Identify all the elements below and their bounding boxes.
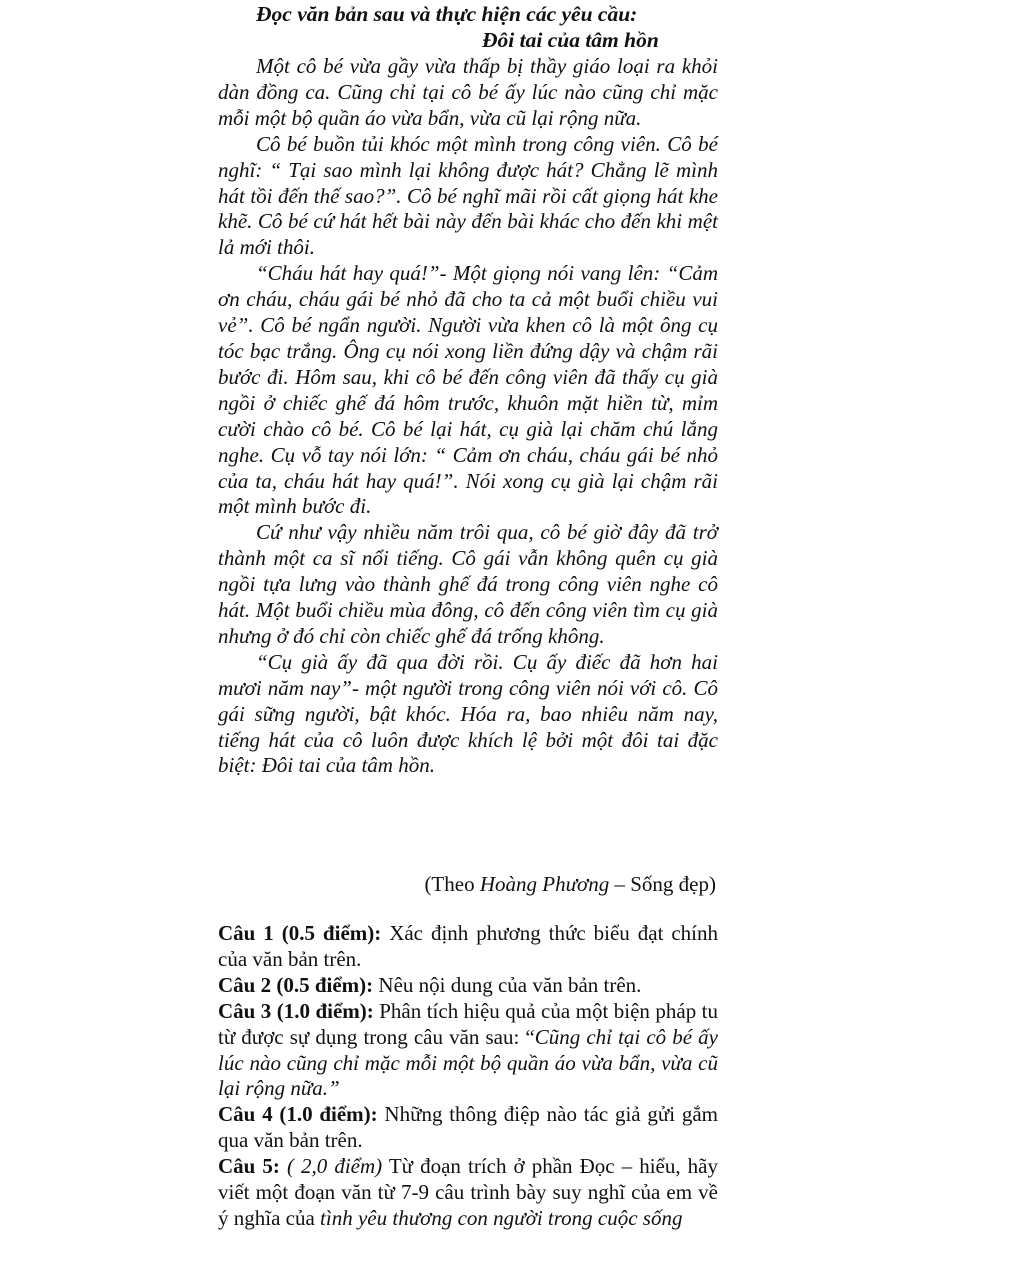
story-title: Đôi tai của tâm hồn xyxy=(482,28,659,52)
question-label: Câu 5: xyxy=(218,1154,280,1179)
source-author: Hoàng Phương xyxy=(479,872,610,896)
question-topic: tình yêu thương con người trong cuộc sống xyxy=(320,1205,683,1230)
question-label: Câu 2 (0.5 điểm): xyxy=(218,972,374,997)
question-score: ( 2,0 điểm) xyxy=(279,1154,383,1179)
question-text: Từ đoạn trích ở phần Đọc – hiểu, hãy viết một đoạn văn từ 7-9 câu trình bày suy nghĩ của em về ý nghĩa của xyxy=(218,1154,718,1230)
source-suffix: – Sống đẹp) xyxy=(609,872,716,896)
question-label: Câu 4 (1.0 điểm): xyxy=(218,1102,378,1127)
question-2 xyxy=(218,973,718,999)
instruction-heading: Đọc văn bản sau và thực hiện các yêu cầu: xyxy=(256,2,638,26)
source-prefix: (Theo xyxy=(424,872,480,896)
story-paragraph: “Cháu hát hay quá!”- Một giọng nói vang lên: “Cảm ơn cháu, cháu gái bé nhỏ đã cho ta cả một buổi chiều vui vẻ”. Cô bé ngẩn người. Người vừa khen cô là một ông cụ tóc bạc trắng. Ông cụ nói xong liền đứng dậy và chậm rãi bước đi. Hôm sau, khi cô bé đến công viên đã thấy cụ già ngồi ở chiếc ghế đá hôm trước, khuôn mặt hiền từ, mỉm cười chào cô bé. Cô bé lại hát, cụ già lại chăm chú lắng nghe. Cụ vỗ tay nói lớn: “ Cảm ơn cháu, cháu gái bé nhỏ của ta, cháu hát hay quá!”. Nói xong cụ già lại chậm rãi một mình bước đi. xyxy=(218,261,718,519)
source-citation xyxy=(424,872,716,897)
question-text: Phân tích hiệu quả của một biện pháp tu từ được sự dụng trong câu văn sau: “ xyxy=(218,998,718,1049)
question-text: Xác định phương thức biểu đạt chính của văn bản trên. xyxy=(218,921,718,971)
question-1 xyxy=(218,921,718,973)
question-3 xyxy=(218,999,718,1103)
question-list xyxy=(218,921,718,1232)
story-paragraph: Cô bé buồn tủi khóc một mình trong công viên. Cô bé nghĩ: “ Tại sao mình lại không được hát? Chẳng lẽ mình hát tồi đến thế sao?”. Cô bé nghĩ mãi rồi cất giọng hát khe khẽ. Cô bé cứ hát hết bài này đến bài khác cho đến khi mệt lả mới thôi. xyxy=(218,131,718,260)
question-label: Câu 1 (0.5 điểm): xyxy=(218,921,382,945)
question-text: Nêu nội dung của văn bản trên. xyxy=(373,972,642,997)
story-text xyxy=(218,54,718,779)
question-label: Câu 3 (1.0 điểm): xyxy=(218,998,374,1023)
question-text: Những thông điệp nào tác giả gửi gắm qua văn bản trên. xyxy=(218,1102,718,1153)
story-paragraph: Cứ như vậy nhiều năm trôi qua, cô bé giờ đây đã trở thành một ca sĩ nổi tiếng. Cô gái vẫn không quên cụ già ngồi tựa lưng vào thành ghế đá trong công viên nghe cô hát. Một buổi chiều mùa đông, cô đến công viên tìm cụ già nhưng ở đó chỉ còn chiếc ghế đá trống không. xyxy=(218,520,718,648)
question-5 xyxy=(218,1154,718,1232)
question-4 xyxy=(218,1102,718,1154)
question-quote: Cũng chỉ tại cô bé ấy lúc nào cũng chỉ mặc mỗi một bộ quần áo vừa bẩn, vừa cũ lại rộng nữa.” xyxy=(218,1024,718,1101)
story-paragraph: “Cụ già ấy đã qua đời rồi. Cụ ấy điếc đã hơn hai mươi năm nay”- một người trong công viên nói với cô. Cô gái sững người, bật khóc. Hóa ra, bao nhiêu năm nay, tiếng hát của cô luôn được khích lệ bởi một đôi tai đặc biệt: Đôi tai của tâm hồn. xyxy=(218,649,718,778)
story-paragraph: Một cô bé vừa gầy vừa thấp bị thầy giáo loại ra khỏi dàn đồng ca. Cũng chỉ tại cô bé ấy lúc nào cũng chỉ mặc mỗi một bộ quần áo vừa bẩn, vừa cũ lại rộng nữa. xyxy=(218,54,718,130)
